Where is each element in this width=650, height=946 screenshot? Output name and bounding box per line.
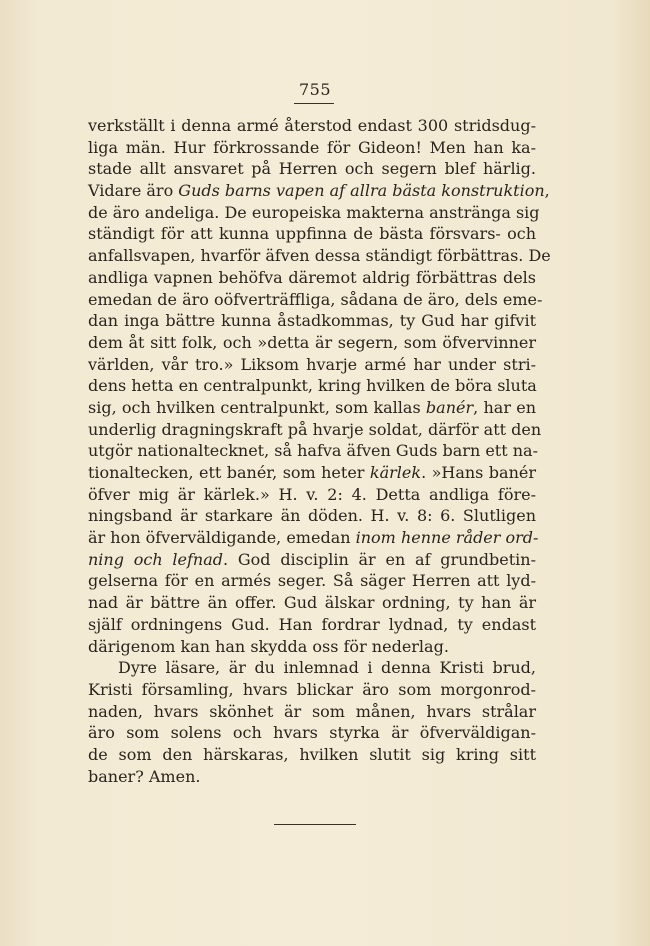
text-line — [88, 701, 536, 723]
text-run: är hon öfverväldigande, emedan — [88, 528, 356, 548]
text-line — [88, 570, 536, 592]
text-run: världen, vår tro.» Liksom hvarje armé har under stri- — [88, 354, 536, 374]
text-run: äro som solens och hvars styrka är öfverväldigan- — [88, 723, 536, 743]
italic-text: Guds barns vapen af allra bästa konstruktion — [178, 181, 545, 201]
text-run: dens hetta en centralpunkt, kring hvilken de böra sluta — [88, 376, 537, 396]
footer-rule — [274, 824, 356, 825]
text-run: liga män. Hur förkrossande för Gideon! Men han ka- — [88, 137, 536, 157]
text-line — [88, 722, 536, 744]
text-line — [88, 375, 536, 397]
text-run: Kristi församling, hvars blickar äro som morgonrod- — [88, 679, 536, 699]
text-run: andliga vapnen behöfva däremot aldrig förbättras dels — [88, 267, 536, 287]
text-run: ständigt för att kunna uppfinna de bästa försvars- och — [88, 224, 536, 244]
text-line — [88, 332, 536, 354]
italic-text: ning och lefnad — [88, 549, 224, 569]
text-line — [88, 267, 536, 289]
text-run: själf ordningens Gud. Han fordrar lydnad, ty endast — [88, 614, 536, 634]
text-run: Dyre läsare, är du inlemnad i denna Kristi brud, — [118, 658, 536, 678]
text-line — [88, 744, 536, 766]
text-line — [88, 354, 536, 376]
text-line — [88, 115, 536, 137]
text-run: dan inga bättre kunna åstadkommas, ty Gud har gifvit — [88, 311, 536, 331]
italic-text: inom henne råder ord- — [355, 528, 539, 548]
text-run: utgör nationaltecknet, så hafva äfven Guds barn ett na- — [88, 441, 538, 461]
text-line — [88, 397, 536, 419]
text-line — [88, 679, 536, 701]
text-line — [88, 636, 536, 658]
text-run: ningsband är starkare än döden. H. v. 8: 6. Slutligen — [88, 506, 536, 526]
body-text — [88, 115, 551, 787]
text-line — [88, 440, 536, 462]
text-line — [88, 202, 540, 224]
text-line — [88, 766, 536, 788]
text-run: tionaltecken, ett banér, som heter — [88, 463, 370, 482]
text-run: . »Hans banér — [421, 463, 536, 482]
text-run: de som den härskaras, hvilken slutit sig kring sitt — [88, 744, 536, 764]
text-line — [88, 527, 539, 549]
text-run: öfver mig är kärlek.» H. v. 2: 4. Detta andliga före- — [88, 484, 536, 504]
text-line — [88, 592, 536, 614]
text-line — [88, 462, 536, 484]
text-run: , har en — [473, 397, 536, 417]
text-line — [88, 549, 536, 571]
text-run: . God disciplin är en af grundbetin- — [223, 549, 536, 569]
page-number: 755 — [298, 80, 332, 99]
text-line — [88, 484, 536, 506]
text-run: dem åt sitt folk, och »detta är segern, som öfvervinner — [88, 332, 536, 352]
text-run: naden, hvars skönhet är som månen, hvars strålar — [88, 701, 536, 721]
italic-text: kärlek — [369, 463, 422, 482]
text-run: Vidare äro — [88, 181, 179, 201]
page-number-rule — [294, 103, 334, 104]
text-line — [88, 180, 550, 202]
text-run: anfallsvapen, hvarför äfven dessa ständigt förbättras. De — [88, 246, 551, 266]
text-run: verkställt i denna armé återstod endast 300 stridsdug- — [88, 116, 536, 135]
text-run: nad är bättre än offer. Gud älskar ordning, ty han är — [88, 593, 536, 613]
text-line — [88, 310, 536, 332]
text-run: underlig dragningskraft på hvarje soldat, därför att den — [88, 419, 542, 439]
text-line — [88, 505, 536, 527]
text-line — [88, 223, 536, 245]
text-run: gelserna för en armés seger. Så säger Herren att lyd- — [88, 571, 536, 591]
text-line — [88, 614, 536, 636]
text-line — [88, 289, 543, 311]
italic-text: banér — [425, 397, 474, 417]
text-line — [88, 657, 536, 679]
text-run: baner? Amen. — [88, 766, 201, 786]
text-run: stade allt ansvaret på Herren och segern blef härlig. — [88, 159, 536, 179]
text-run: , — [544, 181, 550, 201]
text-run: de äro andeliga. De europeiska makterna anstränga sig — [88, 202, 540, 222]
text-run: sig, och hvilken centralpunkt, som kallas — [88, 397, 426, 417]
text-line — [88, 137, 536, 159]
text-line — [88, 419, 542, 441]
text-run: därigenom kan han skydda oss för nederlag. — [88, 636, 449, 656]
text-run: emedan de äro oöfverträffliga, sådana de äro, dels eme- — [88, 289, 543, 309]
text-line — [88, 245, 551, 267]
text-line — [88, 158, 536, 180]
